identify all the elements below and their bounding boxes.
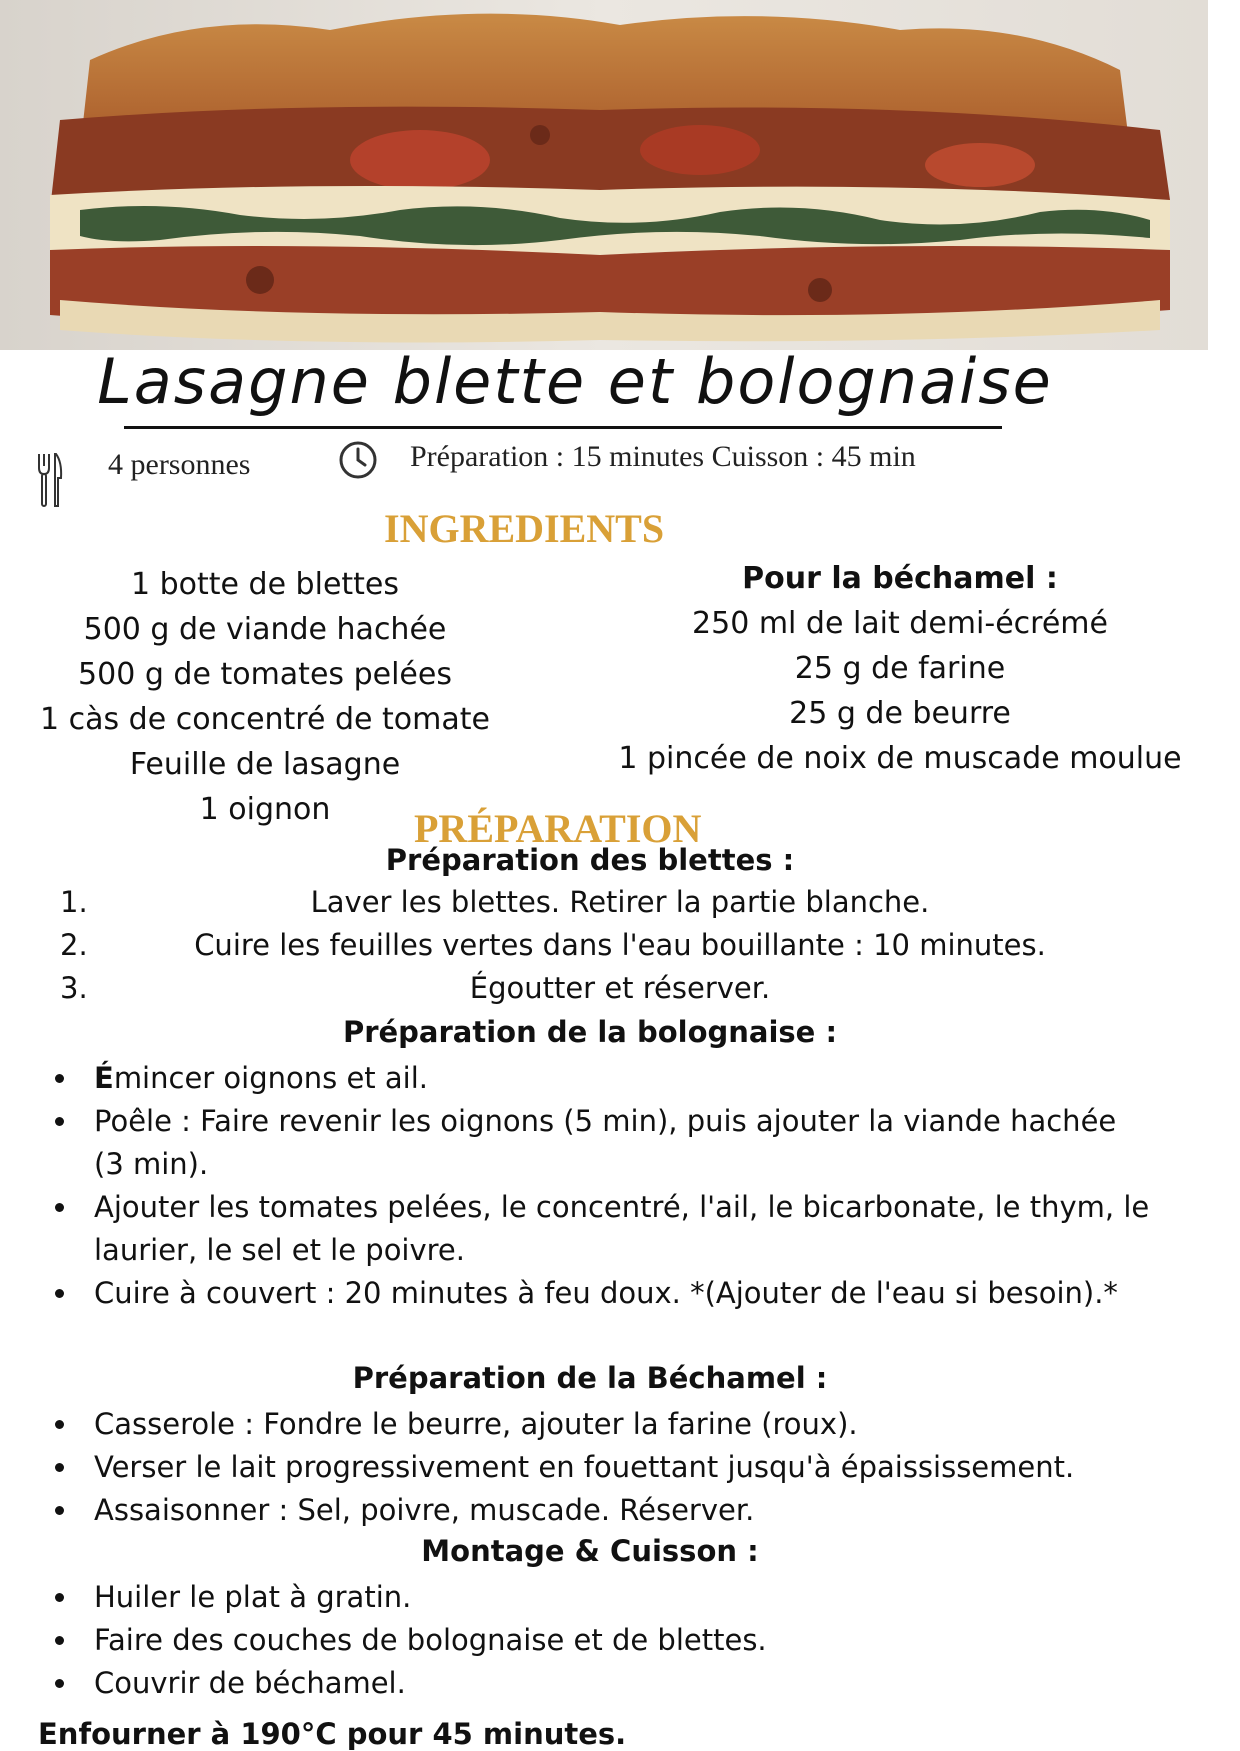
list-item: Assaisonner : Sel, poivre, muscade. Réserver. [50, 1489, 1150, 1532]
step-text: Laver les blettes. Retirer la partie blanche. [310, 885, 930, 919]
ingredient-item: Feuille de lasagne [129, 747, 401, 782]
montage-steps [50, 1576, 1150, 1705]
list-item: Verser le lait progressivement en fouettant jusqu'à épaississement. [50, 1446, 1150, 1489]
montage-title: Montage & Cuisson : [421, 1534, 759, 1568]
step-text: Égoutter et réserver. [469, 971, 771, 1005]
preparation-heading: PRÉPARATION [414, 806, 702, 851]
bechamel-title: Préparation de la Béchamel : [352, 1361, 828, 1395]
ingredient-item: 1 botte de blettes [130, 567, 400, 602]
step-number: 2. [60, 928, 88, 962]
ingredient-item: 500 g de tomates pelées [78, 657, 452, 692]
list-item: Ajouter les tomates pelées, le concentré, l'ail, le bicarbonate, le thym, le laurier, le sel et le poivre. [50, 1186, 1150, 1272]
bolognaise-title: Préparation de la bolognaise : [342, 1015, 838, 1049]
ingredient-item: 1 pincée de noix de muscade moulue [618, 741, 1182, 776]
ingredient-item: 500 g de viande hachée [83, 612, 447, 647]
step-text: Cuire les feuilles vertes dans l'eau bouillante : 10 minutes. [194, 928, 1046, 962]
fork-knife-icon [36, 452, 64, 508]
step-number: 3. [60, 971, 88, 1005]
list-item: Huiler le plat à gratin. [50, 1576, 1150, 1619]
emphasis-letter: É [94, 1061, 114, 1095]
recipe-title: Lasagne blette et bolognaise [97, 345, 1053, 418]
ingredients-heading: INGREDIENTS [384, 506, 665, 551]
ingredient-item: 25 g de farine [794, 651, 1006, 686]
list-item: Faire des couches de bolognaise et de blettes. [50, 1619, 1150, 1662]
ingredient-item: 1 càs de concentré de tomate [40, 702, 490, 737]
list-item: Casserole : Fondre le beurre, ajouter la farine (roux). [50, 1403, 1150, 1446]
step-number: 1. [60, 885, 88, 919]
blettes-steps [0, 885, 1240, 1014]
servings-text: 4 personnes [108, 448, 251, 481]
ingredient-item: 25 g de beurre [789, 696, 1011, 731]
list-item: Couvrir de béchamel. [50, 1662, 1150, 1705]
clock-icon [338, 440, 378, 480]
step-text: mincer oignons et ail. [113, 1061, 428, 1095]
bechamel-ingredients-title: Pour la béchamel : [742, 561, 1058, 596]
ingredient-item: 1 oignon [199, 792, 331, 827]
bechamel-steps [50, 1403, 1150, 1532]
list-item [0, 971, 1240, 1014]
ingredient-item: 250 ml de lait demi-écrémé [692, 606, 1108, 641]
final-instruction: Enfourner à 190°C pour 45 minutes. [38, 1717, 627, 1751]
list-item: Poêle : Faire revenir les oignons (5 min), puis ajouter la viande hachée (3 min). [50, 1100, 1150, 1186]
times-text: Préparation : 15 minutes Cuisson : 45 min [410, 440, 916, 473]
list-item [50, 1057, 1150, 1100]
ingredients-bechamel-list [600, 556, 1200, 781]
lasagna-photo [0, 0, 1208, 350]
blettes-title: Préparation des blettes : [385, 843, 795, 877]
list-item [0, 885, 1240, 928]
list-item [0, 928, 1240, 971]
list-item: Cuire à couvert : 20 minutes à feu doux. *(Ajouter de l'eau si besoin).* [50, 1272, 1150, 1315]
ingredients-main-list [30, 562, 500, 832]
title-divider [124, 426, 1002, 429]
bolognaise-steps [50, 1057, 1150, 1315]
